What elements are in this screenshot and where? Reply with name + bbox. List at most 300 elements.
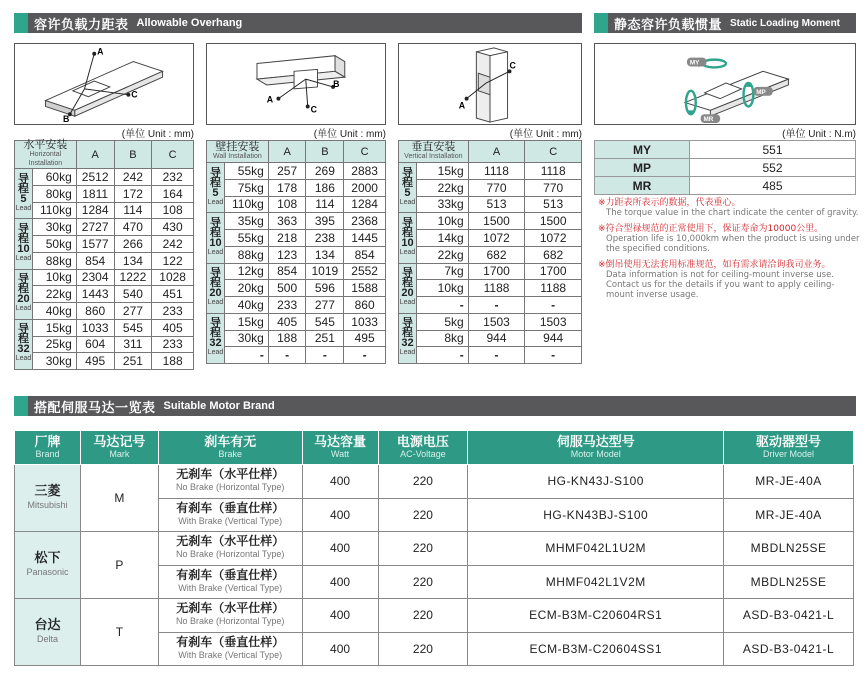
table-row bbox=[15, 185, 194, 202]
lead-label-zh: 导程 bbox=[209, 216, 221, 239]
watt-cell: 400 bbox=[302, 599, 378, 633]
table-row bbox=[399, 196, 582, 213]
value-cell: 2883 bbox=[344, 163, 386, 180]
load-cell: - bbox=[224, 347, 268, 364]
lead-label-zh: 导程 bbox=[17, 222, 29, 245]
lead-value: 20 bbox=[401, 287, 414, 300]
lead-label-en: Lead bbox=[15, 204, 32, 212]
value-cell: 233 bbox=[152, 336, 194, 353]
lead-cell bbox=[399, 313, 417, 363]
motor-model-cell: ECM-B3M-C20604RS1 bbox=[468, 599, 724, 633]
header-zh: 刹车有无 bbox=[204, 433, 257, 449]
load-cell: 110kg bbox=[224, 196, 268, 213]
table-row bbox=[15, 286, 194, 303]
value-cell: 395 bbox=[306, 213, 344, 230]
header-zh: 伺服马达型号 bbox=[556, 433, 635, 449]
label-my: MY bbox=[689, 59, 700, 67]
motor-column-header bbox=[468, 431, 724, 465]
value-cell: 114 bbox=[306, 196, 344, 213]
value-cell: 1118 bbox=[525, 163, 582, 180]
motor-brand-table bbox=[14, 430, 854, 666]
brake-cell bbox=[158, 599, 302, 633]
moment-row bbox=[595, 177, 856, 195]
lead-label-zh: 导程 bbox=[17, 323, 29, 346]
install-type-en: Vertical Installation bbox=[404, 152, 463, 160]
value-cell: 854 bbox=[268, 263, 306, 280]
motor-title-zh: 搭配伺服马达一览表 bbox=[34, 400, 156, 416]
lead-label-zh: 导程 bbox=[17, 273, 29, 296]
label-c: C bbox=[310, 104, 317, 115]
lead-label-en: Lead bbox=[15, 305, 32, 313]
value-cell: 770 bbox=[468, 179, 525, 196]
table-row bbox=[207, 263, 386, 280]
brake-zh: 无刹车（水平仕样） bbox=[176, 467, 285, 482]
column-header-b: B bbox=[306, 141, 344, 163]
header-en: Watt bbox=[330, 448, 350, 459]
value-cell: 1072 bbox=[525, 230, 582, 247]
lead-label-zh: 导程 bbox=[209, 166, 221, 189]
moment-title-zh: 静态容许负载惯量 bbox=[614, 17, 723, 33]
install-type-header bbox=[207, 141, 269, 163]
load-cell: 22kg bbox=[416, 179, 468, 196]
table-row bbox=[399, 163, 582, 180]
brake-cell bbox=[158, 498, 302, 532]
moment-diagram bbox=[594, 43, 856, 125]
value-cell: 134 bbox=[306, 246, 344, 263]
lead-cell bbox=[207, 263, 225, 313]
value-cell: 233 bbox=[268, 297, 306, 314]
value-cell: 545 bbox=[306, 313, 344, 330]
watt-cell: 400 bbox=[302, 632, 378, 666]
column-header-c: C bbox=[152, 141, 194, 169]
table-header-row bbox=[15, 141, 194, 169]
value-cell: 257 bbox=[268, 163, 306, 180]
brake-en: No Brake (Horizontal Type) bbox=[176, 616, 285, 627]
value-cell: 540 bbox=[114, 286, 152, 303]
motor-column-header bbox=[158, 431, 302, 465]
unit-horizontal: (单位 Unit : mm) bbox=[121, 129, 194, 140]
brake-en: No Brake (Horizontal Type) bbox=[176, 549, 285, 560]
value-cell: 1445 bbox=[344, 230, 386, 247]
load-cell: 8kg bbox=[416, 330, 468, 347]
install-type-zh: 垂直安装 bbox=[411, 140, 456, 153]
lead-label-en: Lead bbox=[399, 198, 416, 206]
lead-cell bbox=[15, 269, 33, 319]
brake-zh: 无刹车（水平仕样） bbox=[176, 534, 285, 549]
value-cell: 1500 bbox=[468, 213, 525, 230]
load-cell: 22kg bbox=[416, 246, 468, 263]
load-cell: 10kg bbox=[416, 280, 468, 297]
value-cell: - bbox=[525, 347, 582, 364]
load-cell: 60kg bbox=[32, 169, 76, 186]
value-cell: 311 bbox=[114, 336, 152, 353]
table-row bbox=[15, 236, 194, 253]
brand-cell bbox=[15, 532, 81, 599]
brake-zh: 有刹车（垂直仕样） bbox=[176, 567, 285, 582]
table-row bbox=[399, 263, 582, 280]
header-zh: 马达容量 bbox=[314, 433, 367, 449]
note-en: Operation life is 10,000km when the product is using under the specified conditions. bbox=[606, 234, 860, 254]
header-zh: 马达记号 bbox=[93, 433, 146, 449]
lead-label-zh: 导程 bbox=[401, 317, 413, 340]
value-cell: - bbox=[468, 297, 525, 314]
moment-key: MR bbox=[595, 177, 690, 195]
value-cell: 854 bbox=[76, 252, 114, 269]
value-cell: 944 bbox=[525, 330, 582, 347]
value-cell: 251 bbox=[306, 330, 344, 347]
brake-cell bbox=[158, 465, 302, 499]
lead-cell bbox=[15, 219, 33, 269]
value-cell: 860 bbox=[344, 297, 386, 314]
load-cell: 80kg bbox=[32, 185, 76, 202]
header-zh: 驱动器型号 bbox=[756, 433, 822, 449]
overhang-title-en: Allowable Overhang bbox=[136, 17, 243, 29]
value-cell: 266 bbox=[114, 236, 152, 253]
table-row bbox=[15, 202, 194, 219]
value-cell: 860 bbox=[76, 303, 114, 320]
table-row bbox=[399, 313, 582, 330]
driver-model-cell: MBDLN25SE bbox=[724, 565, 854, 599]
table-row bbox=[207, 196, 386, 213]
load-cell: 14kg bbox=[416, 230, 468, 247]
load-cell: 15kg bbox=[416, 163, 468, 180]
value-cell: 495 bbox=[76, 353, 114, 370]
value-cell: 218 bbox=[268, 230, 306, 247]
value-cell: 122 bbox=[152, 252, 194, 269]
load-cell: 12kg bbox=[224, 263, 268, 280]
lead-label-en: Lead bbox=[207, 248, 224, 256]
value-cell: 513 bbox=[525, 196, 582, 213]
value-cell: 1284 bbox=[344, 196, 386, 213]
value-cell: 854 bbox=[344, 246, 386, 263]
motor-model-cell: HG-KN43BJ-S100 bbox=[468, 498, 724, 532]
vertical-overhang-table bbox=[398, 140, 582, 364]
moment-row bbox=[595, 141, 856, 159]
value-cell: 178 bbox=[268, 179, 306, 196]
lead-cell bbox=[15, 169, 33, 219]
value-cell: 363 bbox=[268, 213, 306, 230]
brake-en: With Brake (Vertical Type) bbox=[178, 515, 283, 526]
load-cell: 25kg bbox=[32, 336, 76, 353]
table-header-row bbox=[207, 141, 386, 163]
lead-label-zh: 导程 bbox=[401, 216, 413, 239]
load-cell: 5kg bbox=[416, 313, 468, 330]
brand-en: Delta bbox=[36, 634, 58, 644]
motor-column-header bbox=[724, 431, 854, 465]
note-zh: ※符合型禄规范的正常使用下，保证寿命为10000公里。 bbox=[598, 224, 824, 234]
moment-notes bbox=[598, 198, 860, 300]
header-zh: 厂牌 bbox=[34, 433, 61, 449]
value-cell: 1072 bbox=[468, 230, 525, 247]
load-cell: 15kg bbox=[224, 313, 268, 330]
column-header-a: A bbox=[76, 141, 114, 169]
lead-value: 32 bbox=[17, 343, 30, 356]
install-type-header bbox=[399, 141, 469, 163]
lead-label-en: Lead bbox=[207, 349, 224, 357]
load-cell: 10kg bbox=[416, 213, 468, 230]
value-cell: 114 bbox=[114, 202, 152, 219]
brake-zh: 无刹车（水平仕样） bbox=[176, 601, 285, 616]
value-cell: 430 bbox=[152, 219, 194, 236]
wall-overhang-table bbox=[206, 140, 386, 364]
brake-cell bbox=[158, 532, 302, 566]
value-cell: 604 bbox=[76, 336, 114, 353]
watt-cell: 400 bbox=[302, 532, 378, 566]
moment-value: 485 bbox=[690, 177, 856, 195]
moment-key: MY bbox=[595, 141, 690, 159]
install-type-header bbox=[15, 141, 77, 169]
voltage-cell: 220 bbox=[378, 498, 468, 532]
table-row bbox=[207, 246, 386, 263]
moment-row bbox=[595, 159, 856, 177]
install-type-zh: 壁挂安装 bbox=[215, 140, 260, 153]
note-en: The torque value in the chart indicate the center of gravity. bbox=[606, 208, 859, 218]
load-cell: 40kg bbox=[32, 303, 76, 320]
lead-label-en: Lead bbox=[399, 299, 416, 307]
value-cell: 186 bbox=[306, 179, 344, 196]
value-cell: 269 bbox=[306, 163, 344, 180]
header-en: Driver Model bbox=[763, 448, 815, 459]
value-cell: 251 bbox=[114, 353, 152, 370]
load-cell: 88kg bbox=[224, 246, 268, 263]
table-row bbox=[399, 246, 582, 263]
value-cell: 513 bbox=[468, 196, 525, 213]
table-row bbox=[399, 347, 582, 364]
install-type-en: Wall Installation bbox=[213, 152, 262, 160]
load-cell: 7kg bbox=[416, 263, 468, 280]
wall-install-diagram bbox=[206, 43, 386, 125]
lead-label-en: Lead bbox=[207, 299, 224, 307]
table-row bbox=[15, 169, 194, 186]
motor-model-cell: ECM-B3M-C20604SS1 bbox=[468, 632, 724, 666]
motor-header-row bbox=[15, 431, 854, 465]
install-type-en: Horizontal Installation bbox=[28, 151, 63, 167]
driver-model-cell: MBDLN25SE bbox=[724, 532, 854, 566]
value-cell: 238 bbox=[306, 230, 344, 247]
table-row bbox=[399, 280, 582, 297]
column-header-b: B bbox=[114, 141, 152, 169]
column-header-c: C bbox=[344, 141, 386, 163]
value-cell: 1700 bbox=[525, 263, 582, 280]
motor-model-cell: MHMF042L1V2M bbox=[468, 565, 724, 599]
watt-cell: 400 bbox=[302, 498, 378, 532]
brake-en: No Brake (Horizontal Type) bbox=[176, 482, 285, 493]
table-row bbox=[15, 219, 194, 236]
moment-title-en: Static Loading Moment bbox=[730, 17, 841, 29]
mark-cell: P bbox=[80, 532, 158, 599]
load-cell: 50kg bbox=[32, 236, 76, 253]
brake-zh: 有刹车（垂直仕样） bbox=[176, 634, 285, 649]
lead-label-zh: 导程 bbox=[401, 267, 413, 290]
horizontal-install-diagram bbox=[14, 43, 194, 125]
motor-model-cell: MHMF042L1U2M bbox=[468, 532, 724, 566]
voltage-cell: 220 bbox=[378, 465, 468, 499]
lead-value: 5 bbox=[20, 192, 27, 205]
table-header-row bbox=[399, 141, 582, 163]
load-cell: 35kg bbox=[224, 213, 268, 230]
load-cell: 15kg bbox=[32, 319, 76, 336]
value-cell: 108 bbox=[152, 202, 194, 219]
table-row bbox=[207, 313, 386, 330]
label-mr: MR bbox=[703, 116, 714, 124]
value-cell: 1118 bbox=[468, 163, 525, 180]
table-row bbox=[399, 179, 582, 196]
value-cell: 1033 bbox=[344, 313, 386, 330]
load-cell: 110kg bbox=[32, 202, 76, 219]
header-en: Mark bbox=[109, 448, 130, 459]
brand-zh: 松下 bbox=[34, 550, 61, 565]
value-cell: - bbox=[306, 347, 344, 364]
brand-cell bbox=[15, 599, 81, 666]
value-cell: 2552 bbox=[344, 263, 386, 280]
install-type-zh: 水平安装 bbox=[23, 139, 68, 151]
brake-en: With Brake (Vertical Type) bbox=[178, 582, 283, 593]
driver-model-cell: MR-JE-40A bbox=[724, 465, 854, 499]
moment-section-header bbox=[594, 13, 856, 33]
value-cell: 1503 bbox=[525, 313, 582, 330]
lead-cell bbox=[207, 313, 225, 363]
value-cell: 123 bbox=[268, 246, 306, 263]
value-cell: 108 bbox=[268, 196, 306, 213]
table-row bbox=[399, 230, 582, 247]
load-cell: 30kg bbox=[224, 330, 268, 347]
load-cell: 20kg bbox=[224, 280, 268, 297]
table-row bbox=[399, 213, 582, 230]
unit-moment: (单位 Unit : N.m) bbox=[782, 129, 856, 140]
column-header-c: C bbox=[525, 141, 582, 163]
value-cell: 470 bbox=[114, 219, 152, 236]
moment-value: 552 bbox=[690, 159, 856, 177]
value-cell: 164 bbox=[152, 185, 194, 202]
moment-key: MP bbox=[595, 159, 690, 177]
load-cell: 75kg bbox=[224, 179, 268, 196]
note-zh: ※力距表所表示的数据，代表重心。 bbox=[598, 198, 741, 208]
section-accent-bar bbox=[14, 13, 28, 33]
value-cell: 277 bbox=[114, 303, 152, 320]
value-cell: 1700 bbox=[468, 263, 525, 280]
motor-column-header bbox=[378, 431, 468, 465]
label-b: B bbox=[63, 114, 70, 124]
lead-label-zh: 导程 bbox=[209, 267, 221, 290]
value-cell: 500 bbox=[268, 280, 306, 297]
note-zh: ※倒吊使用无法套用标准规范，如有需求请洽询我司业务。 bbox=[598, 260, 831, 270]
voltage-cell: 220 bbox=[378, 565, 468, 599]
motor-column-header bbox=[80, 431, 158, 465]
unit-vertical: (单位 Unit : mm) bbox=[509, 129, 582, 140]
brand-en: Panasonic bbox=[26, 567, 69, 577]
header-en: AC-Voltage bbox=[400, 448, 446, 459]
overhang-section-header bbox=[14, 13, 582, 33]
brand-en: Mitsubishi bbox=[27, 500, 68, 510]
value-cell: 1028 bbox=[152, 269, 194, 286]
lead-cell bbox=[399, 163, 417, 213]
label-mp: MP bbox=[756, 88, 766, 96]
value-cell: 188 bbox=[152, 353, 194, 370]
table-row bbox=[15, 269, 194, 286]
motor-row bbox=[15, 599, 854, 633]
load-cell: 33kg bbox=[416, 196, 468, 213]
load-cell: 22kg bbox=[32, 286, 76, 303]
table-row bbox=[15, 336, 194, 353]
value-cell: 1019 bbox=[306, 263, 344, 280]
brand-zh: 三菱 bbox=[34, 483, 61, 498]
load-cell: - bbox=[416, 297, 468, 314]
brake-en: With Brake (Vertical Type) bbox=[178, 649, 283, 660]
value-cell: 451 bbox=[152, 286, 194, 303]
header-en: Brand bbox=[35, 448, 60, 459]
brake-cell bbox=[158, 565, 302, 599]
value-cell: 1503 bbox=[468, 313, 525, 330]
value-cell: 232 bbox=[152, 169, 194, 186]
watt-cell: 400 bbox=[302, 465, 378, 499]
lead-cell bbox=[207, 213, 225, 263]
lead-label-en: Lead bbox=[15, 254, 32, 262]
column-header-a: A bbox=[468, 141, 525, 163]
load-cell: 30kg bbox=[32, 353, 76, 370]
value-cell: 1588 bbox=[344, 280, 386, 297]
header-zh: 电源电压 bbox=[396, 433, 449, 449]
value-cell: 1188 bbox=[468, 280, 525, 297]
value-cell: 2368 bbox=[344, 213, 386, 230]
motor-row bbox=[15, 465, 854, 499]
value-cell: 405 bbox=[152, 319, 194, 336]
load-cell: 40kg bbox=[224, 297, 268, 314]
voltage-cell: 220 bbox=[378, 632, 468, 666]
voltage-cell: 220 bbox=[378, 532, 468, 566]
section-accent-bar bbox=[594, 13, 608, 33]
value-cell: 405 bbox=[268, 313, 306, 330]
brake-cell bbox=[158, 632, 302, 666]
value-cell: 682 bbox=[468, 246, 525, 263]
table-row bbox=[207, 330, 386, 347]
header-en: Brake bbox=[218, 448, 242, 459]
lead-value: 5 bbox=[404, 186, 411, 199]
value-cell: 545 bbox=[114, 319, 152, 336]
lead-value: 20 bbox=[209, 287, 222, 300]
section-accent-bar bbox=[14, 396, 28, 416]
table-row bbox=[15, 353, 194, 370]
lead-value: 20 bbox=[17, 293, 30, 306]
lead-cell bbox=[399, 263, 417, 313]
lead-cell bbox=[399, 213, 417, 263]
lead-label-zh: 导程 bbox=[17, 172, 29, 195]
table-row bbox=[207, 230, 386, 247]
lead-label-en: Lead bbox=[399, 349, 416, 357]
driver-model-cell: ASD-B3-0421-L bbox=[724, 632, 854, 666]
table-row bbox=[399, 297, 582, 314]
table-row bbox=[15, 252, 194, 269]
overhang-title-zh: 容许负载力距表 bbox=[34, 17, 129, 33]
watt-cell: 400 bbox=[302, 565, 378, 599]
load-cell: 88kg bbox=[32, 252, 76, 269]
table-row bbox=[207, 179, 386, 196]
lead-value: 32 bbox=[209, 337, 222, 350]
value-cell: 242 bbox=[152, 236, 194, 253]
value-cell: 1284 bbox=[76, 202, 114, 219]
value-cell: 188 bbox=[268, 330, 306, 347]
value-cell: 495 bbox=[344, 330, 386, 347]
motor-title-en: Suitable Motor Brand bbox=[163, 400, 275, 412]
value-cell: 242 bbox=[114, 169, 152, 186]
table-row bbox=[207, 297, 386, 314]
brand-zh: 台达 bbox=[34, 617, 61, 632]
horizontal-overhang-table bbox=[14, 140, 194, 370]
column-header-a: A bbox=[268, 141, 306, 163]
value-cell: - bbox=[468, 347, 525, 364]
mark-cell: M bbox=[80, 465, 158, 532]
value-cell: 2304 bbox=[76, 269, 114, 286]
motor-section-header bbox=[14, 396, 856, 416]
